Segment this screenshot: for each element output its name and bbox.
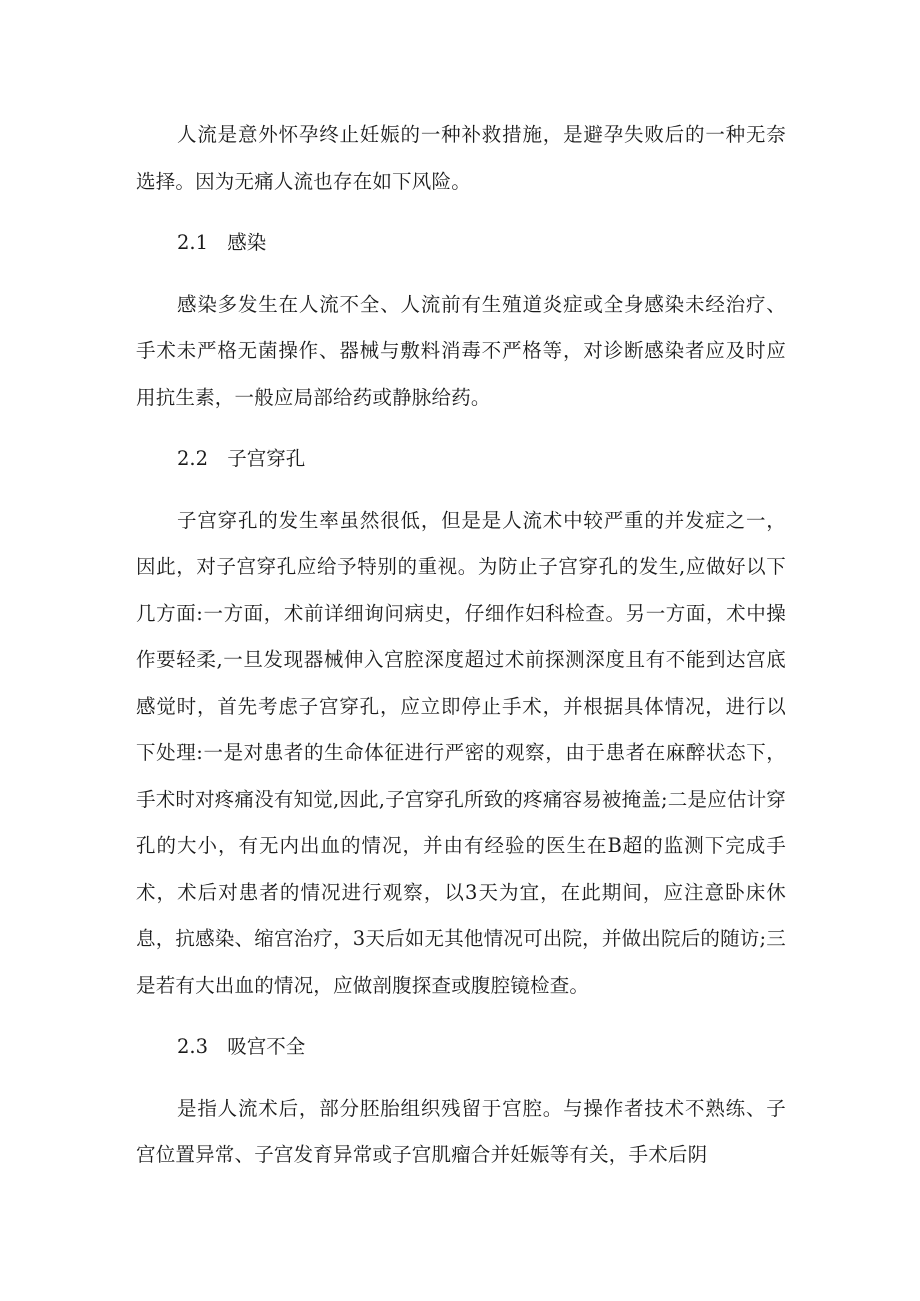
section-number: 2.3 <box>177 1035 209 1058</box>
section-paragraph-perforation: 子宫穿孔的发生率虽然很低，但是是人流术中较严重的并发症之一，因此，对子宫穿孔应给予特别的重视。为防止子宫穿孔的发生,应做好以下几方面:一方面，术前详细询问病史，仔细作妇科检查。另一方面，术中操作要轻柔,一旦发现器械伸入宫腔深度超过术前探测深度且有不能到达宫底感觉时，首先考虑子宫穿孔，应立即停止手术，并根据具体情况，进行以下处理:一是对患者的生命体征进行严密的观察，由于患者在麻醉状态下，手术时对疼痛没有知觉,因此,子宫穿孔所致的疼痛容易被掩盖;二是应估计穿孔的大小，有无内出血的情况，并由有经验的医生在B超的监测下完成手术，术后对患者的情况进行观察，以3天为宜，在此期间，应注意卧床休息，抗感染、缩宫治疗，3天后如无其他情况可出院，并做出院后的随访;三是若有大出血的情况，应做剖腹探查或腹腔镜检查。 <box>136 508 786 997</box>
section-number: 2.2 <box>177 447 209 470</box>
section-title: 子宫穿孔 <box>227 447 306 470</box>
section-heading-incomplete-abortion <box>136 1024 786 1071</box>
section-heading-perforation <box>136 436 786 483</box>
section-paragraph-incomplete-abortion: 是指人流术后，部分胚胎组织残留于宫腔。与操作者技术不熟练、子宫位置异常、子宫发育异常或子宫肌瘤合并妊娠等有关，手术后阴 <box>136 1096 786 1166</box>
section-title: 吸宫不全 <box>227 1035 306 1058</box>
section-title: 感染 <box>227 231 267 254</box>
document-body <box>136 112 786 1179</box>
section-heading-infection <box>136 220 786 267</box>
intro-paragraph: 人流是意外怀孕终止妊娠的一种补救措施，是避孕失败后的一种无奈选择。因为无痛人流也存在如下风险。 <box>136 123 786 193</box>
section-number: 2.1 <box>177 231 209 254</box>
section-paragraph-infection: 感染多发生在人流不全、人流前有生殖道炎症或全身感染未经治疗、手术未严格无菌操作、器械与敷料消毒不严格等，对诊断感染者应及时应用抗生素，一般应局部给药或静脉给药。 <box>136 292 786 409</box>
